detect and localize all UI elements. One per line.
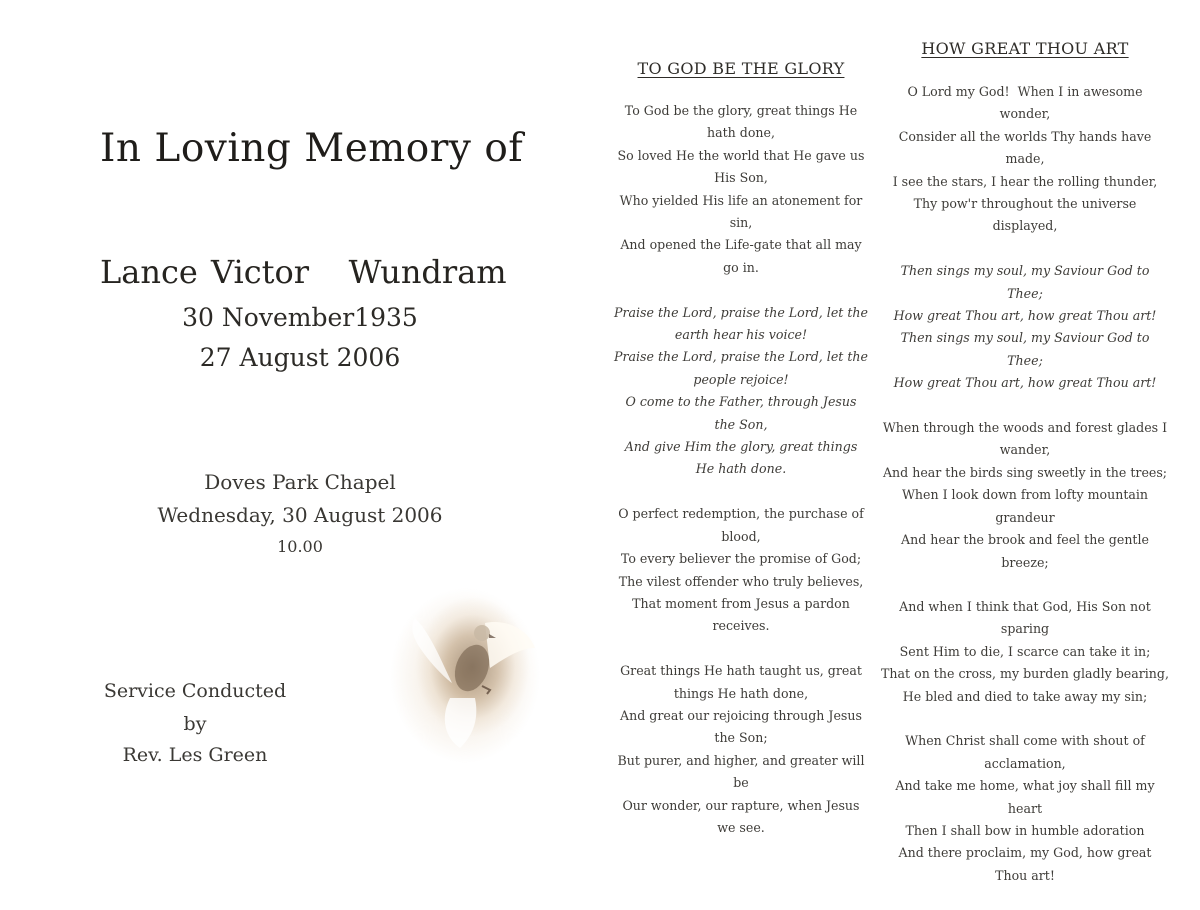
lyric-line: Praise the Lord, praise the Lord, let the bbox=[614, 349, 868, 365]
hymn-stanza bbox=[880, 730, 1170, 887]
lyric-line: breeze; bbox=[1001, 554, 1049, 570]
service-time: 10.00 bbox=[277, 537, 323, 556]
deceased-name: Lance Victor Wundram bbox=[100, 253, 507, 291]
lyric-line: To God be the glory, great things He bbox=[624, 103, 858, 118]
memorial-title: In Loving Memory of bbox=[100, 126, 524, 171]
hymn-how-great-thou-art bbox=[880, 38, 1170, 910]
lyric-line: be bbox=[733, 775, 749, 791]
lyric-line: hath done, bbox=[706, 125, 775, 141]
lyric-line: And great our rejoicing through Jesus bbox=[620, 707, 862, 723]
lyric-line: And when I think that God, His Son not bbox=[899, 598, 1151, 614]
lyric-line: made, bbox=[1005, 151, 1045, 167]
lyric-line: When I look down from lofty mountain bbox=[901, 487, 1149, 503]
hymn-stanza bbox=[603, 100, 879, 279]
lyric-line: sparing bbox=[1000, 621, 1050, 637]
lyric-line: And hear the birds sing sweetly in the trees; bbox=[882, 464, 1168, 480]
death-date: 27 August 2006 bbox=[199, 343, 401, 372]
hymn-stanza bbox=[880, 81, 1170, 238]
lyric-line: But purer, and higher, and greater will bbox=[617, 752, 865, 768]
hymn-stanza bbox=[880, 417, 1170, 574]
lyric-line: And take me home, what joy shall fill my heart bbox=[895, 778, 1155, 816]
service-venue: Doves Park Chapel bbox=[204, 470, 396, 494]
lyric-line: Then sings my soul, my Saviour God to bbox=[900, 330, 1150, 346]
lyric-line: That on the cross, my burden gladly bearing, bbox=[881, 666, 1169, 682]
lyric-line: That moment from Jesus a pardon bbox=[632, 595, 850, 611]
lyric-line: Great things He hath taught us, great bbox=[620, 663, 862, 679]
lyric-line: the Son, bbox=[714, 416, 768, 432]
officiant-name: Rev. Les Green bbox=[122, 744, 268, 766]
lyric-line: blood, bbox=[721, 528, 761, 544]
hymn-chorus bbox=[880, 260, 1170, 394]
lyric-line: And there proclaim, my God, how great bbox=[898, 845, 1152, 861]
lyric-line: I see the stars, I hear the rolling thunder, bbox=[892, 173, 1158, 189]
lyric-line: O Lord my God! When I in awesome bbox=[907, 84, 1143, 99]
lyric-line: When Christ shall come with shout of bbox=[905, 733, 1145, 749]
lyric-line: Our wonder, our rapture, when Jesus bbox=[622, 797, 860, 813]
lyric-line: To every believer the promise of God; bbox=[620, 551, 862, 567]
lyric-line: And hear the brook and feel the gentle bbox=[901, 532, 1149, 548]
lyric-line: grandeur bbox=[995, 509, 1055, 525]
lyric-line: So loved He the world that He gave us bbox=[617, 147, 865, 163]
service-date: Wednesday, 30 August 2006 bbox=[157, 503, 443, 527]
lyric-line: Thy pow'r throughout the universe displayed, bbox=[913, 196, 1137, 234]
lyric-line: people rejoice! bbox=[693, 371, 789, 387]
lyric-line: And give Him the glory, great things bbox=[624, 439, 858, 455]
officiant-by: by bbox=[183, 713, 207, 735]
hymn-chorus bbox=[603, 302, 879, 481]
lyric-line: sin, bbox=[729, 215, 753, 231]
lyric-line: go in. bbox=[723, 259, 759, 275]
dove-icon bbox=[390, 588, 540, 763]
hymn-title: HOW GREAT THOU ART bbox=[921, 39, 1129, 58]
lyric-line: Who yielded His life an atonement for bbox=[619, 192, 863, 208]
lyric-line: His Son, bbox=[714, 170, 768, 186]
lyric-line: The vilest offender who truly believes, bbox=[618, 573, 864, 589]
hymn-stanza bbox=[603, 660, 879, 839]
lyric-line: How great Thou art, how great Thou art! bbox=[893, 375, 1157, 391]
lyric-line: Thee; bbox=[1007, 285, 1043, 301]
lyric-line: He bled and died to take away my sin; bbox=[902, 688, 1148, 704]
hymn-title: TO GOD BE THE GLORY bbox=[637, 59, 845, 78]
lyric-line: wonder, bbox=[999, 106, 1051, 122]
lyric-line: When through the woods and forest glades I bbox=[882, 420, 1168, 436]
lyric-line: we see. bbox=[717, 819, 765, 835]
officiant-label: Service Conducted bbox=[103, 680, 287, 702]
lyric-line: the Son; bbox=[714, 730, 768, 746]
lyric-line: Then sings my soul, my Saviour God to bbox=[900, 263, 1150, 279]
hymn-stanza bbox=[880, 596, 1170, 708]
lyric-line: O come to the Father, through Jesus bbox=[625, 394, 857, 410]
lyric-line: How great Thou art, how great Thou art! bbox=[893, 308, 1157, 324]
lyric-line: Sent Him to die, I scarce can take it in; bbox=[899, 643, 1151, 659]
lyric-line: Praise the Lord, praise the Lord, let the bbox=[614, 304, 868, 320]
hymn-stanza bbox=[603, 503, 879, 637]
lyric-line: wander, bbox=[999, 442, 1051, 458]
lyric-line: things He hath done, bbox=[673, 685, 809, 701]
lyric-line: And opened the Life-gate that all may bbox=[620, 237, 862, 253]
lyric-line: earth hear his voice! bbox=[674, 327, 808, 343]
lyric-line: receives. bbox=[712, 618, 770, 634]
lyric-line: acclamation, bbox=[984, 755, 1066, 771]
lyric-line: Consider all the worlds Thy hands have bbox=[898, 128, 1152, 144]
lyric-line: Thou art! bbox=[995, 867, 1055, 883]
hymn-to-god-be-the-glory bbox=[603, 58, 879, 862]
lyric-line: He hath done. bbox=[695, 461, 787, 477]
lyric-line: Then I shall bow in humble adoration bbox=[905, 822, 1145, 838]
lyric-line: Thee; bbox=[1007, 352, 1043, 368]
lyric-line: O perfect redemption, the purchase of bbox=[618, 506, 864, 522]
birth-date: 30 November1935 bbox=[182, 303, 418, 332]
